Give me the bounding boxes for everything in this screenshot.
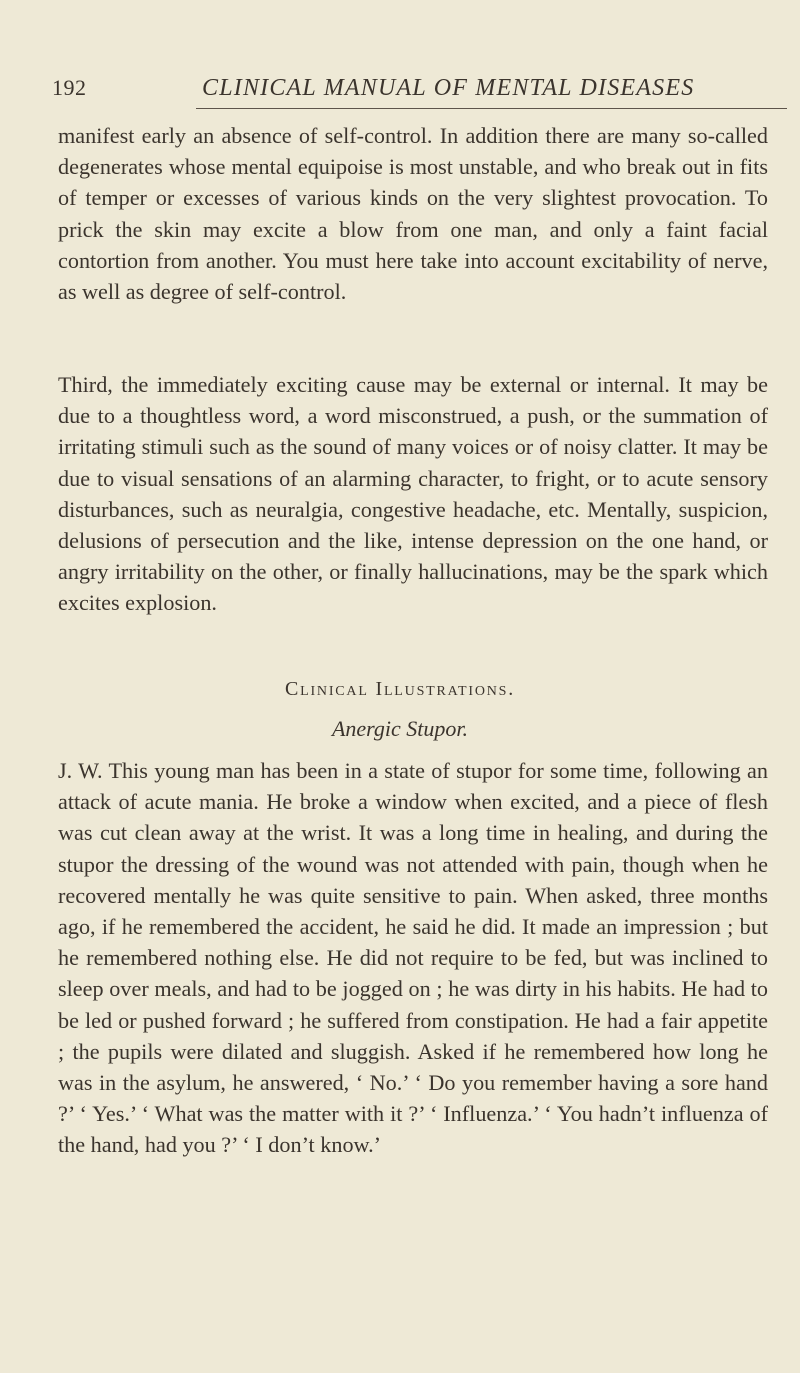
section-heading: Clinical Illustrations. [284,678,516,700]
case-subheading: Anergic Stupor. [331,716,469,741]
paragraph-text: J. W. This young man has been in a state of stupor for some time, following an attack of acute mania. He broke a window when excited, and a piece of flesh was cut clean away at the wrist. It was a long time in healing, and during the stupor the dressing of the wound was not attended with pain, though when he recovered mentally he was quite sensitive to pain. When asked, three months ago, if he remembered the accident, he said he did. It made an impression ; but he remembered nothing else. He did not require to be fed, but was inclined to sleep over meals, and had to be jogged on ; he was dirty in his habits. He had to be led or pushed forward ; he suffered from constipation. He had a fair appetite ; the pupils were dilated and sluggish. Asked if he remembered how long he was in the asylum, he answered, ‘ No.’ ‘ Do you remember having a sore hand ?’ ‘ Yes.’ ‘ What was the matter with it ?’ ‘ Influenza.’ ‘ You hadn’t influenza of the hand, had you ?’ ‘ I don’t know.’ [58,758,768,1158]
paragraph-block-3 [58,755,768,1161]
page-number: 192 [52,75,87,100]
paragraph-block-2 [58,369,768,619]
running-header-title: CLINICAL MANUAL OF MENTAL DISEASES [202,75,695,101]
header-rule [196,108,787,109]
paragraph-text: Third, the immediately exciting cause may be external or internal. It may be due to a thoughtless word, a word misconstrued, a push, or the summation of irritating stimuli such as the sound of many voices or of noisy clatter. It may be due to visual sensations of an alarming character, to fright, or to acute sensory disturbances, such as neuralgia, congestive headache, etc. Mentally, suspicion, delusions of persecution and the like, intense depression on the one hand, or angry irritability on the other, or finally hallucinations, may be the spark which excites explosion. [58,372,768,616]
running-head [30,75,770,109]
paragraph-text: manifest early an absence of self-control. In addition there are many so-called degenerates whose mental equipoise is most unstable, and who break out in fits of temper or excesses of various kinds on the very slightest provocation. To prick the skin may excite a blow from one man, and only a faint facial contortion from another. You must here take into account excitability of nerve, as well as degree of self-control. [58,123,768,305]
paragraph-block-1 [58,120,768,307]
